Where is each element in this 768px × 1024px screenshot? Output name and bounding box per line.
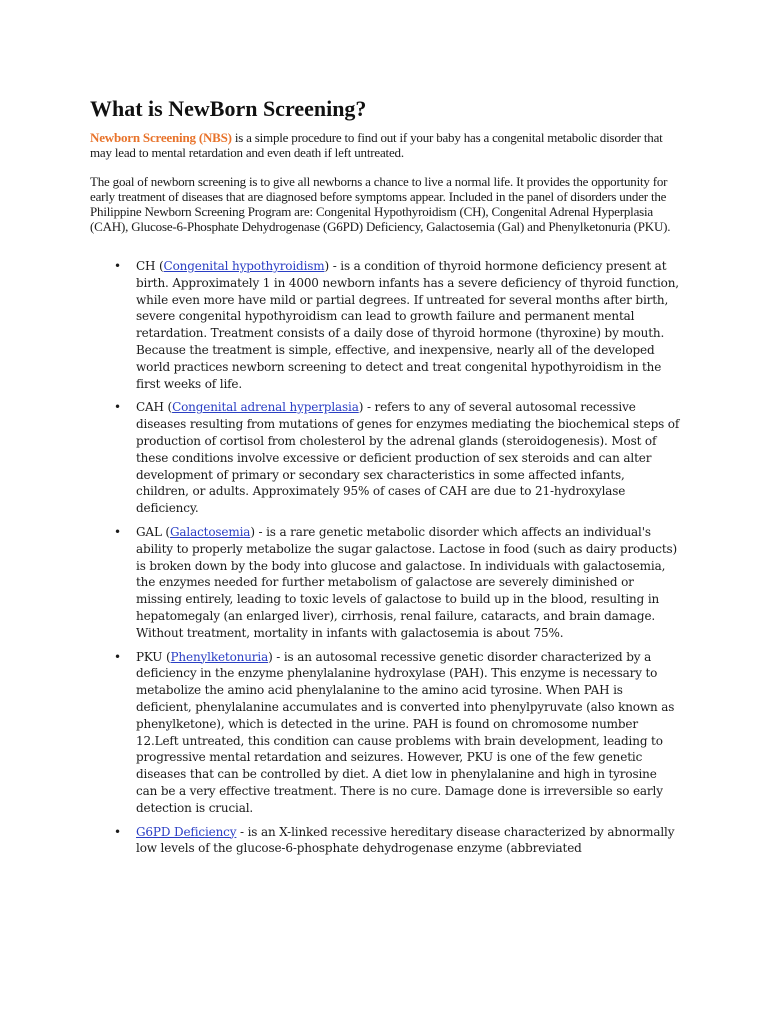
intro-paragraph-2: The goal of newborn screening is to give all newborns a chance to live a normal life. It provides the opportunity for early treatment of diseases that are diagnosed before symptoms appear. Included in the panel of disorders under the Philippine Newborn Screening Program are: Congenital Hypothyroidism (CH), Congenital Adrenal Hyperplasia (CAH), Glucose-6-Phosphate Dehydrogenase (G6PD) Deficiency, Galactosemia (Gal) and Phenylketonuria (PKU).: [90, 174, 671, 234]
list-item-gal: [90, 524, 680, 642]
link-congenital-adrenal-hyperplasia[interactable]: Congenital adrenal hyperplasia: [172, 400, 359, 415]
item-text: ) - is a condition of thyroid hormone deficiency present at birth. Approximately 1 in 4000 newborn infants has a severe deficiency of thyroid function, while even more have mild or partial degrees. If untreated for several months after birth, severe congenital hypothyroidism can lead to growth failure and permanent mental retardation. Treatment consists of a daily dose of thyroid hormone (thyroxine) by mouth. Because the treatment is simple, effective, and inexpensive, nearly all of the developed world practices newborn screening to detect and treat congenital hypothyroidism in the first weeks of life.: [136, 259, 679, 391]
item-prefix: CAH (: [136, 400, 173, 415]
link-galactosemia[interactable]: Galactosemia: [169, 524, 251, 539]
list-item-pku: [90, 649, 680, 817]
nbs-term: Newborn Screening (NBS): [90, 130, 232, 145]
item-text: ) - refers to any of several autosomal recessive diseases resulting from mutations of genes for enzymes mediating the biochemical steps of production of cortisol from cholesterol by the adrenal glands (steroidogenesis). Most of these conditions involve excessive or deficient production of sex steroids and can alter development of primary or secondary sex characteristics in some affected infants, children, or adults. Approximately 95% of cases of CAH are due to 21-hydroxylase deficiency.: [136, 400, 680, 516]
item-text: - is an X-linked recessive hereditary disease characterized by abnormally low levels of the glucose-6-phosphate dehydrogenase enzyme (abbreviated: [136, 824, 675, 856]
bullet-icon: •: [114, 824, 121, 839]
list-item-ch: [90, 258, 680, 392]
item-text: ) - is an autosomal recessive genetic disorder characterized by a deficiency in the enzyme phenylalanine hydroxylase (PAH). This enzyme is necessary to metabolize the amino acid phenylalanine to the amino acid tyrosine. When PAH is deficient, phenylalanine accumulates and is converted into phenylpyruvate (also known as phenylketone), which is detected in the urine. PAH is found on chromosome number 12.Left untreated, this condition can cause problems with brain development, leading to progressive mental retardation and seizures. However, PKU is one of the few genetic diseases that can be controlled by diet. A diet low in phenylalanine and high in tyrosine can be a very effective treatment. There is no cure. Damage done is irreversible so early detection is crucial.: [136, 649, 675, 815]
link-phenylketonuria[interactable]: Phenylketonuria: [170, 649, 269, 664]
bullet-icon: •: [114, 649, 121, 664]
item-prefix: GAL (: [136, 524, 170, 539]
item-text: ) - is a rare genetic metabolic disorder which affects an individual's ability to properly metabolize the sugar galactose. Lactose in food (such as dairy products) is broken down by the body into glucose and galactose. In individuals with galactosemia, the enzymes needed for further metabolism of galactose are severely diminished or missing entirely, leading to toxic levels of galactose to build up in the blood, resulting in hepatomegaly (an enlarged liver), cirrhosis, renal failure, cataracts, and brain damage. Without treatment, mortality in infants with galactosemia is about 75%.: [136, 524, 678, 640]
list-item-g6pd: [90, 824, 680, 858]
item-prefix: CH (: [136, 259, 164, 273]
list-item-cah: [90, 399, 680, 517]
link-g6pd-deficiency[interactable]: G6PD Deficiency: [136, 824, 237, 839]
item-prefix: PKU (: [136, 649, 171, 664]
bullet-icon: •: [114, 259, 121, 273]
page-title: What is NewBorn Screening?: [90, 96, 367, 121]
intro-paragraph-1: [90, 130, 680, 160]
bullet-icon: •: [114, 524, 121, 539]
document-page: [90, 94, 680, 864]
link-congenital-hypothyroidism[interactable]: Congenital hypothyroidism: [163, 259, 325, 273]
intro-1-text: is a simple procedure to find out if your baby has a congenital metabolic disorder that may lead to mental retardation and even death if left untreated.: [90, 130, 663, 160]
disorder-list: [90, 258, 680, 857]
bullet-icon: •: [114, 400, 121, 415]
